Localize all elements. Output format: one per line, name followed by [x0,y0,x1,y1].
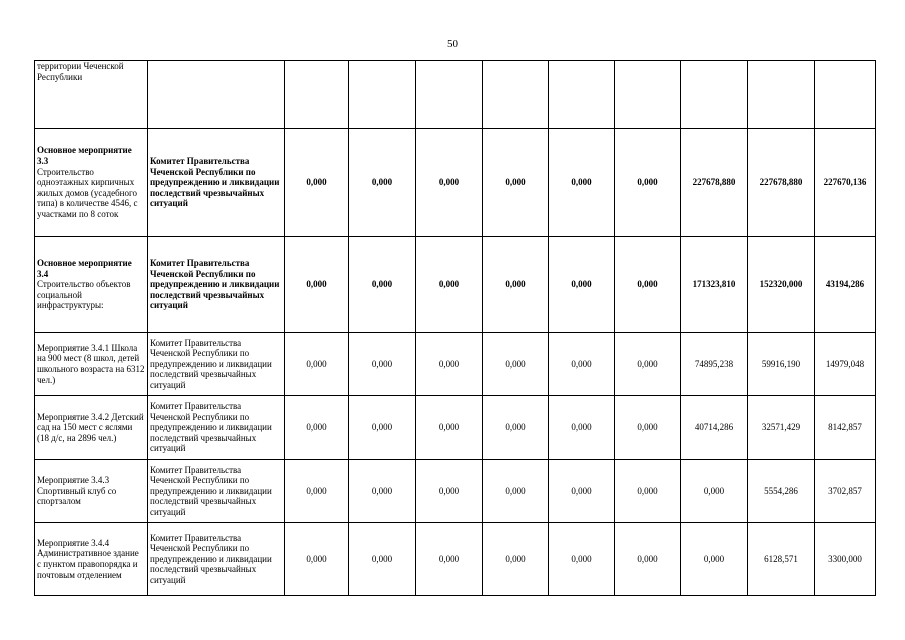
funding-value-cell [549,61,615,129]
funding-value-cell: 0,000 [285,333,349,396]
funding-value-cell [615,61,681,129]
funding-value-cell: 0,000 [285,523,349,596]
funding-value-cell: 0,000 [483,333,549,396]
funding-value-cell [285,61,349,129]
funding-value-cell: 152320,000 [748,237,815,333]
funding-value-cell: 0,000 [416,523,483,596]
activity-description: Строительство одноэтажных кирпичных жилых домов (усадебного типа) в количестве 4546, с участками по 8 соток [37,166,138,219]
activity-description: Мероприятие 3.4.4 Административное здание с пунктом правопорядка и почтовым отделением [37,537,139,580]
funding-value-cell: 0,000 [349,460,416,523]
funding-value-cell: 3300,000 [815,523,876,596]
funding-value-cell [681,61,748,129]
funding-value-cell: 0,000 [615,237,681,333]
activity-title: Основное мероприятие 3.4 [37,258,132,279]
funding-value-cell: 0,000 [416,237,483,333]
funding-value-cell: 32571,429 [748,396,815,460]
funding-value-cell: 0,000 [416,129,483,237]
funding-value-cell: 74895,238 [681,333,748,396]
funding-value-cell: 0,000 [416,396,483,460]
funding-value-cell: 59916,190 [748,333,815,396]
funding-value-cell: 3702,857 [815,460,876,523]
funding-value-cell: 0,000 [615,333,681,396]
funding-value-cell: 0,000 [681,523,748,596]
funding-value-cell: 0,000 [483,237,549,333]
funding-value-cell: 0,000 [483,396,549,460]
funding-value-cell: 0,000 [349,396,416,460]
funding-value-cell: 0,000 [349,129,416,237]
activity-description: Мероприятие 3.4.3 Спортивный клуб со спортзалом [37,475,117,507]
activity-description: Мероприятие 3.4.1 Школа на 900 мест (8 школ, детей школьного возраста на 6312 чел.) [37,342,145,385]
activity-name-cell [35,61,148,129]
funding-value-cell: 171323,810 [681,237,748,333]
funding-value-cell: 43194,286 [815,237,876,333]
funding-value-cell: 0,000 [285,129,349,237]
executor-cell: Комитет Правительства Чеченской Республики по предупреждению и ликвидации последствий чрезвычайных ситуаций [148,333,285,396]
activity-name-cell [35,333,148,396]
funding-value-cell: 0,000 [349,523,416,596]
funding-value-cell: 227678,880 [748,129,815,237]
funding-value-cell: 0,000 [615,523,681,596]
funding-value-cell: 0,000 [549,333,615,396]
funding-value-cell: 0,000 [615,129,681,237]
activity-name-cell [35,460,148,523]
activity-description: Строительство объектов социальной инфраструктуры: [37,279,131,311]
funding-value-cell: 0,000 [681,460,748,523]
funding-value-cell: 40714,286 [681,396,748,460]
continuation-row [35,61,876,129]
activity-title: Основное мероприятие 3.3 [37,145,132,167]
funding-value-cell: 0,000 [615,460,681,523]
funding-value-cell: 0,000 [285,460,349,523]
executor-cell: Комитет Правительства Чеченской Республики по предупреждению и ликвидации последствий чрезвычайных ситуаций [148,523,285,596]
funding-value-cell: 6128,571 [748,523,815,596]
funding-value-cell [483,61,549,129]
funding-value-cell: 0,000 [483,523,549,596]
funding-value-cell: 8142,857 [815,396,876,460]
funding-value-cell [349,61,416,129]
funding-value-cell: 0,000 [549,237,615,333]
funding-value-cell: 0,000 [549,396,615,460]
activity-row [35,396,876,460]
main-activity-row [35,237,876,333]
executor-cell: Комитет Правительства Чеченской Республики по предупреждению и ликвидации последствий чрезвычайных ситуаций [148,460,285,523]
funding-value-cell: 14979,048 [815,333,876,396]
activity-description: Мероприятие 3.4.2 Детский сад на 150 мест с яслями (18 д/с, на 2896 чел.) [37,411,144,443]
budget-table [34,60,876,596]
funding-value-cell: 0,000 [285,237,349,333]
funding-value-cell: 0,000 [549,129,615,237]
funding-value-cell [416,61,483,129]
funding-value-cell: 0,000 [549,523,615,596]
activity-row [35,523,876,596]
main-activity-row [35,129,876,237]
funding-value-cell: 0,000 [615,396,681,460]
activity-row [35,460,876,523]
activity-description: территории Чеченской Республики [37,61,124,82]
table-body [35,61,876,596]
activity-name-cell [35,396,148,460]
funding-value-cell: 227670,136 [815,129,876,237]
executor-cell [148,61,285,129]
page-number: 50 [447,38,458,50]
funding-value-cell: 0,000 [416,333,483,396]
funding-value-cell: 0,000 [483,460,549,523]
funding-value-cell: 0,000 [285,396,349,460]
executor-cell: Комитет Правительства Чеченской Республики по предупреждению и ликвидации последствий чрезвычайных ситуаций [148,237,285,333]
activity-name-cell [35,129,148,237]
executor-cell: Комитет Правительства Чеченской Республики по предупреждению и ликвидации последствий чрезвычайных ситуаций [148,129,285,237]
funding-value-cell: 5554,286 [748,460,815,523]
funding-value-cell: 0,000 [483,129,549,237]
funding-value-cell [815,61,876,129]
activity-row [35,333,876,396]
executor-cell: Комитет Правительства Чеченской Республики по предупреждению и ликвидации последствий чрезвычайных ситуаций [148,396,285,460]
funding-value-cell: 0,000 [349,333,416,396]
activity-name-cell [35,523,148,596]
funding-value-cell [748,61,815,129]
funding-value-cell: 227678,880 [681,129,748,237]
funding-value-cell: 0,000 [349,237,416,333]
funding-value-cell: 0,000 [549,460,615,523]
funding-value-cell: 0,000 [416,460,483,523]
activity-name-cell [35,237,148,333]
